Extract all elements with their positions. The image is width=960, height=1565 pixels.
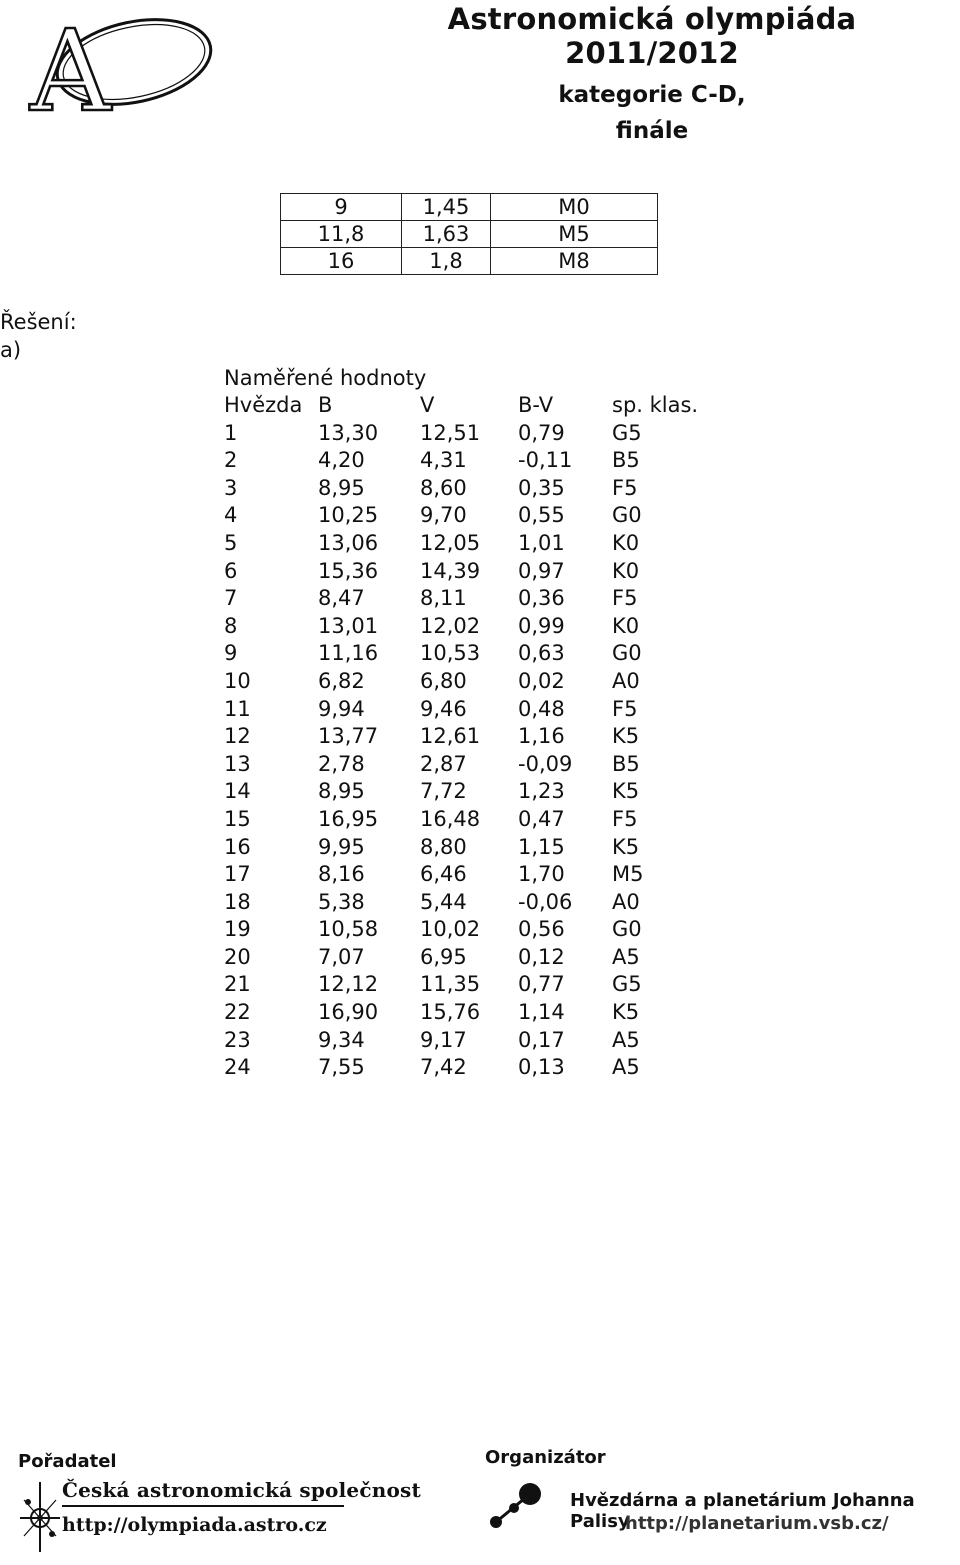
column-header: V — [420, 393, 435, 417]
table-cell: 13,77 — [318, 724, 379, 749]
table-cell: 10,25 — [318, 503, 379, 528]
table-cell: 0,97 — [518, 558, 565, 583]
table-cell: 17 — [224, 862, 251, 887]
table-cell: F5 — [612, 475, 638, 500]
table-cell: 1,63 — [402, 221, 491, 248]
table-row — [224, 999, 702, 1027]
table-cell: -0,06 — [518, 889, 573, 914]
table-cell: 9,70 — [420, 503, 467, 528]
table-cell: 22 — [224, 1000, 251, 1025]
table-cell: 16,90 — [318, 1000, 379, 1025]
table-cell: 7,42 — [420, 1055, 467, 1080]
table-cell: 11,35 — [420, 972, 481, 997]
table-row — [224, 1054, 702, 1082]
table-cell: 3 — [224, 475, 238, 500]
host-label: Organizátor — [485, 1447, 606, 1468]
table-cell: 9,34 — [318, 1027, 365, 1052]
table-cell: 5 — [224, 530, 238, 555]
table-cell: 14 — [224, 779, 251, 804]
table-cell: 7,55 — [318, 1055, 365, 1080]
table-cell: 0,77 — [518, 972, 565, 997]
table-cell: 1,16 — [518, 724, 565, 749]
table-cell: K5 — [612, 724, 640, 749]
table-cell: 5,44 — [420, 889, 467, 914]
organizer-name: Česká astronomická společnost — [62, 1478, 421, 1502]
table-cell: 16 — [224, 834, 251, 859]
table-cell: 9 — [224, 641, 238, 666]
table-cell: M8 — [491, 248, 658, 275]
table-row — [281, 194, 658, 221]
table-row — [224, 420, 702, 448]
solution-label: Řešení: — [0, 310, 77, 334]
table-cell: 7 — [224, 586, 238, 611]
table-row — [224, 447, 702, 475]
table-row — [224, 889, 702, 917]
table-cell: K0 — [612, 558, 640, 583]
table-row — [224, 475, 702, 503]
table-row — [224, 502, 702, 530]
table-row — [224, 723, 702, 751]
table-cell: 2,78 — [318, 751, 365, 776]
table-cell: 16,95 — [318, 806, 379, 831]
planetarium-logo-icon — [488, 1482, 544, 1530]
table-cell: 1,14 — [518, 1000, 565, 1025]
host-name: Hvězdárna a planetárium Johanna Palisy — [570, 1490, 915, 1532]
table-cell: 19 — [224, 917, 251, 942]
table-row — [281, 248, 658, 275]
header — [372, 0, 932, 144]
table-cell: 11,16 — [318, 641, 379, 666]
table-cell: 9,95 — [318, 834, 365, 859]
table-cell: 1,8 — [402, 248, 491, 275]
column-header: B-V — [518, 393, 554, 417]
table-cell: G5 — [612, 420, 642, 445]
table-row — [224, 696, 702, 724]
table-cell: 4,20 — [318, 448, 365, 473]
table-cell: 0,02 — [518, 668, 565, 693]
table-cell: 11 — [224, 696, 251, 721]
table-cell: 0,48 — [518, 696, 565, 721]
table-cell: 0,56 — [518, 917, 565, 942]
table-cell: 1,45 — [402, 194, 491, 221]
table-cell: 7,72 — [420, 779, 467, 804]
table-cell: 8,47 — [318, 586, 365, 611]
table-cell: 8,11 — [420, 586, 467, 611]
table-cell: 12 — [224, 724, 251, 749]
table-cell: 8,16 — [318, 862, 365, 887]
table-row — [281, 221, 658, 248]
table-cell: B5 — [612, 751, 640, 776]
table-cell: 1,70 — [518, 862, 565, 887]
table-cell: 8,60 — [420, 475, 467, 500]
table-cell: 0,17 — [518, 1027, 565, 1052]
solution-heading — [0, 308, 77, 364]
table-cell: K5 — [612, 779, 640, 804]
table-row — [224, 613, 702, 641]
table-cell: 6 — [224, 558, 238, 583]
table-cell: A5 — [612, 944, 640, 969]
table-cell: 8,95 — [318, 475, 365, 500]
table-cell: 6,82 — [318, 668, 365, 693]
table-cell: 9,94 — [318, 696, 365, 721]
table-cell: 24 — [224, 1055, 251, 1080]
table-cell: M5 — [612, 862, 644, 887]
round-label: finále — [615, 118, 689, 144]
table-cell: 13,01 — [318, 613, 379, 638]
table-cell: 2 — [224, 448, 238, 473]
table-cell: K5 — [612, 1000, 640, 1025]
table-cell: 10,58 — [318, 917, 379, 942]
table-cell: 1 — [224, 420, 238, 445]
table-cell: 0,63 — [518, 641, 565, 666]
category-label: kategorie C-D, — [558, 82, 746, 108]
table-cell: A0 — [612, 889, 640, 914]
organizer-divider — [62, 1505, 344, 1507]
table-cell: 4,31 — [420, 448, 467, 473]
table-cell: 12,12 — [318, 972, 379, 997]
host-url[interactable]: http://planetarium.vsb.cz/ — [625, 1513, 889, 1534]
table-cell: 23 — [224, 1027, 251, 1052]
table-cell: 0,13 — [518, 1055, 565, 1080]
table-cell: 11,8 — [281, 221, 402, 248]
table-cell: 15,36 — [318, 558, 379, 583]
table-cell: K5 — [612, 834, 640, 859]
table-cell: 10,53 — [420, 641, 481, 666]
table-cell: 13,06 — [318, 530, 379, 555]
table-cell: 10,02 — [420, 917, 481, 942]
table-cell: 1,15 — [518, 834, 565, 859]
table-cell: B5 — [612, 448, 640, 473]
table-cell: G5 — [612, 972, 642, 997]
logo-letter: A — [30, 10, 111, 115]
table-cell: 15 — [224, 806, 251, 831]
table-row — [224, 640, 702, 668]
table-cell: 7,07 — [318, 944, 365, 969]
table-cell: 13 — [224, 751, 251, 776]
table-header-row — [224, 392, 702, 420]
table-caption: Naměřené hodnoty — [224, 366, 427, 390]
table-row — [224, 1027, 702, 1055]
table-row — [224, 668, 702, 696]
table-cell: 0,36 — [518, 586, 565, 611]
table-cell: 16,48 — [420, 806, 481, 831]
table-cell: 12,05 — [420, 530, 481, 555]
table-cell: 16 — [281, 248, 402, 275]
reference-table — [280, 193, 658, 275]
table-row — [224, 530, 702, 558]
table-cell: 0,55 — [518, 503, 565, 528]
table-cell: 9,46 — [420, 696, 467, 721]
table-cell: G0 — [612, 641, 642, 666]
table-cell: 0,35 — [518, 475, 565, 500]
table-cell: 6,80 — [420, 668, 467, 693]
table-row — [224, 806, 702, 834]
cas-emblem-icon — [14, 1478, 66, 1556]
table-row — [224, 971, 702, 999]
table-cell: G0 — [612, 503, 642, 528]
table-cell: 8 — [224, 613, 238, 638]
table-cell: 0,99 — [518, 613, 565, 638]
table-cell: 2,87 — [420, 751, 467, 776]
table-cell: 1,23 — [518, 779, 565, 804]
table-row — [224, 585, 702, 613]
table-cell: 5,38 — [318, 889, 365, 914]
table-cell: A5 — [612, 1027, 640, 1052]
column-header: Hvězda — [224, 393, 303, 417]
measured-values-table — [224, 364, 702, 1082]
table-cell: 9,17 — [420, 1027, 467, 1052]
table-row — [224, 751, 702, 779]
organizer-url[interactable]: http://olympiada.astro.cz — [62, 1514, 327, 1536]
table-cell: 6,95 — [420, 944, 467, 969]
table-cell: 13,30 — [318, 420, 379, 445]
table-cell: F5 — [612, 586, 638, 611]
table-cell: 8,95 — [318, 779, 365, 804]
table-row — [224, 778, 702, 806]
table-cell: 0,47 — [518, 806, 565, 831]
table-cell: 20 — [224, 944, 251, 969]
table-row — [224, 558, 702, 586]
olympiad-logo — [22, 10, 222, 115]
table-cell: 6,46 — [420, 862, 467, 887]
table-cell: 10 — [224, 668, 251, 693]
table-cell: 12,61 — [420, 724, 481, 749]
table-cell: -0,09 — [518, 751, 573, 776]
table-cell: K0 — [612, 530, 640, 555]
table-cell: A5 — [612, 1055, 640, 1080]
table-cell: F5 — [612, 806, 638, 831]
table-cell: 8,80 — [420, 834, 467, 859]
table-cell: -0,11 — [518, 448, 573, 473]
table-cell: 12,51 — [420, 420, 481, 445]
table-cell: K0 — [612, 613, 640, 638]
table-cell: 15,76 — [420, 1000, 481, 1025]
table-row — [224, 916, 702, 944]
page-title: Astronomická olympiáda 2011/2012 — [447, 2, 857, 70]
table-row — [224, 834, 702, 862]
table-row — [224, 944, 702, 972]
table-cell: M5 — [491, 221, 658, 248]
table-cell: 4 — [224, 503, 238, 528]
table-cell: F5 — [612, 696, 638, 721]
table-cell: 12,02 — [420, 613, 481, 638]
table-cell: 0,12 — [518, 944, 565, 969]
table-cell: M0 — [491, 194, 658, 221]
organizer-label: Pořadatel — [18, 1451, 117, 1472]
column-header: B — [318, 393, 333, 417]
table-cell: 18 — [224, 889, 251, 914]
table-cell: G0 — [612, 917, 642, 942]
table-cell: 0,79 — [518, 420, 565, 445]
table-row — [224, 861, 702, 889]
column-header: sp. klas. — [612, 393, 699, 417]
table-cell: 14,39 — [420, 558, 481, 583]
table-cell: 9 — [281, 194, 402, 221]
table-cell: A0 — [612, 668, 640, 693]
table-cell: 21 — [224, 972, 251, 997]
part-label: a) — [0, 338, 22, 362]
table-cell: 1,01 — [518, 530, 565, 555]
